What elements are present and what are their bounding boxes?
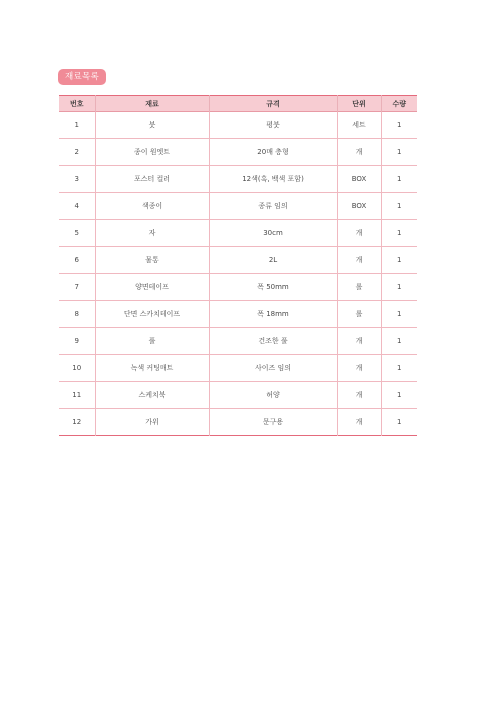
table-row — [59, 166, 417, 193]
table-row — [59, 112, 417, 139]
cell-number: 3 — [74, 175, 79, 183]
cell-spec: 20매 층형 — [209, 139, 337, 166]
table-row — [59, 382, 417, 409]
table-row — [59, 220, 417, 247]
cell-unit: 개 — [337, 409, 381, 436]
cell-material: 종이 원엣트 — [95, 139, 209, 166]
table-header — [59, 96, 417, 112]
cell-number: 10 — [72, 364, 82, 372]
materials-table — [59, 95, 417, 436]
cell-material: 자 — [95, 220, 209, 247]
cell-number: 2 — [74, 148, 79, 156]
cell-unit: 롤 — [337, 301, 381, 328]
cell-quantity: 1 — [381, 220, 417, 247]
cell-number: 7 — [74, 283, 79, 291]
cell-quantity: 1 — [381, 382, 417, 409]
cell-number: 6 — [74, 256, 79, 264]
cell-spec: 폭 50mm — [209, 274, 337, 301]
cell-spec: 30cm — [209, 220, 337, 247]
cell-spec: 종류 임의 — [209, 193, 337, 220]
cell-unit: 개 — [337, 139, 381, 166]
cell-quantity: 1 — [381, 139, 417, 166]
cell-quantity: 1 — [381, 355, 417, 382]
cell-quantity: 1 — [381, 166, 417, 193]
cell-material: 포스터 컬러 — [95, 166, 209, 193]
cell-material: 물통 — [95, 247, 209, 274]
cell-unit: BOX — [337, 166, 381, 193]
table-row — [59, 355, 417, 382]
cell-quantity: 1 — [381, 112, 417, 139]
cell-spec: 폭 18mm — [209, 301, 337, 328]
cell-quantity: 1 — [381, 301, 417, 328]
header-row — [59, 96, 417, 112]
cell-number: 11 — [72, 391, 82, 399]
cell-material: 붓 — [95, 112, 209, 139]
cell-material: 스케치북 — [95, 382, 209, 409]
header-unit: 단위 — [337, 96, 381, 112]
cell-spec: 12색(흑, 백색 포함) — [209, 166, 337, 193]
cell-number: 12 — [72, 418, 82, 426]
cell-quantity: 1 — [381, 247, 417, 274]
cell-spec: 사이즈 임의 — [209, 355, 337, 382]
cell-unit: 개 — [337, 382, 381, 409]
cell-unit: 개 — [337, 220, 381, 247]
cell-number: 8 — [74, 310, 79, 318]
cell-quantity: 1 — [381, 328, 417, 355]
table-row — [59, 328, 417, 355]
table-body — [59, 112, 417, 436]
cell-quantity: 1 — [381, 409, 417, 436]
header-number: 번호 — [69, 99, 84, 108]
cell-number: 4 — [74, 202, 79, 210]
cell-spec: 허양 — [209, 382, 337, 409]
cell-unit: 롤 — [337, 274, 381, 301]
cell-spec: 문구용 — [209, 409, 337, 436]
table-row — [59, 301, 417, 328]
cell-quantity: 1 — [381, 193, 417, 220]
cell-quantity: 1 — [381, 274, 417, 301]
header-material: 재료 — [95, 96, 209, 112]
cell-unit: 개 — [337, 355, 381, 382]
cell-spec: 건조한 풀 — [209, 328, 337, 355]
section-title: 재료목록 — [58, 69, 106, 85]
table-row — [59, 274, 417, 301]
header-spec: 규격 — [209, 96, 337, 112]
cell-spec: 2L — [209, 247, 337, 274]
cell-unit: 세트 — [337, 112, 381, 139]
cell-material: 양면테이프 — [95, 274, 209, 301]
table-row — [59, 247, 417, 274]
table-row — [59, 139, 417, 166]
header-quantity: 수량 — [381, 96, 417, 112]
cell-material: 단면 스카치테이프 — [95, 301, 209, 328]
cell-unit: 개 — [337, 328, 381, 355]
cell-unit: 개 — [337, 247, 381, 274]
table-row — [59, 193, 417, 220]
cell-material: 가위 — [95, 409, 209, 436]
cell-material: 녹색 커팅매트 — [95, 355, 209, 382]
table-row — [59, 409, 417, 436]
cell-material: 색종이 — [95, 193, 209, 220]
cell-number: 1 — [74, 121, 79, 129]
cell-spec: 평붓 — [209, 112, 337, 139]
cell-number: 9 — [74, 337, 79, 345]
cell-unit: BOX — [337, 193, 381, 220]
cell-material: 풀 — [95, 328, 209, 355]
cell-number: 5 — [74, 229, 79, 237]
